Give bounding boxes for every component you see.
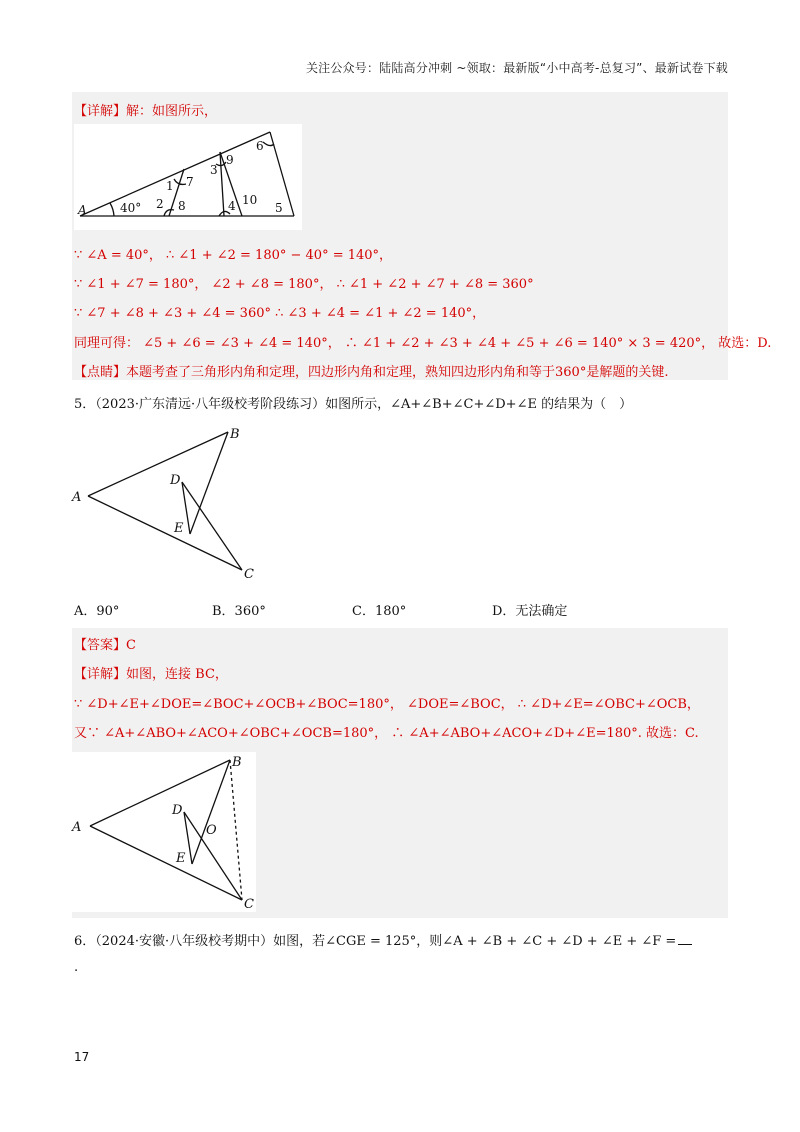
page-number: 17 xyxy=(74,1050,90,1064)
comment-text: 本题考查了三角形内角和定理，四边形内角和定理，熟知四边形内角和等于360°是解题的关键. xyxy=(126,365,669,380)
q4-line-3: ∵ ∠7 + ∠8 + ∠3 + ∠4 = 360° ∴ ∠3 + ∠4 = ∠1 + ∠2 = 140°， xyxy=(74,306,486,321)
q5s-fig-label-A: A xyxy=(72,820,82,835)
comment-tag: 【点睛】 xyxy=(74,365,127,380)
fig-label-1: 1 xyxy=(166,179,174,193)
fig-label-6: 6 xyxy=(256,139,264,153)
q4-detail-line xyxy=(74,100,217,119)
page-header: 关注公众号：陆陆高分冲刺 ~领取：最新版“小中高考-总复习”、最新试卷下载 xyxy=(305,61,728,75)
q5-fig-label-D: D xyxy=(170,473,181,488)
q5-fig-label-B: B xyxy=(230,427,240,442)
q5-line-1: ∵ ∠D+∠E+∠DOE=∠BOC+∠OCB+∠BOC=180°， ∠DOE=∠BOC， ∴ ∠D+∠E=∠OBC+∠OCB， xyxy=(74,697,700,712)
q5s-fig-label-E: E xyxy=(176,851,186,866)
q5s-fig-label-C: C xyxy=(244,897,254,912)
q6-question-line xyxy=(74,930,692,949)
q5-solution-figure xyxy=(70,752,256,912)
fig-label-2: 2 xyxy=(156,197,164,211)
fig-label-8: 8 xyxy=(178,199,186,213)
q4-line-4: 同理可得： ∠5 + ∠6 = ∠3 + ∠4 = 140°， ∴ ∠1 + ∠2 + ∠3 + ∠4 + ∠5 + ∠6 = 140° × 3 = 420°， 故选：D. xyxy=(74,336,772,351)
q4-comment-line xyxy=(74,361,668,380)
choice-b[interactable]: B．360° xyxy=(212,604,266,619)
fig-label-9: 9 xyxy=(226,153,234,167)
fig-label-4: 4 xyxy=(228,199,236,213)
q5s-fig-label-O: O xyxy=(206,823,217,838)
fig-label-10: 10 xyxy=(242,193,258,207)
q4-line-1: ∵ ∠A = 40°， ∴ ∠1 + ∠2 = 180° − 40° = 140°， xyxy=(74,248,393,263)
q5-line-2: 又∵ ∠A+∠ABO+∠ACO+∠OBC+∠OCB=180°， ∴ ∠A+∠ABO+∠ACO+∠D+∠E=180°. 故选：C. xyxy=(74,726,699,741)
q5-fig-label-A: A xyxy=(72,490,82,505)
answer-tag: 【答案】 xyxy=(74,638,127,653)
q5-answer-line xyxy=(74,634,136,653)
q5-question: 5．（2023·广东清远·八年级校考阶段练习）如图所示，∠A+∠B+∠C+∠D+∠E 的结果为（ ） xyxy=(74,397,633,412)
q4-line-2: ∵ ∠1 + ∠7 = 180°， ∠2 + ∠8 = 180°， ∴ ∠1 + ∠2 + ∠7 + ∠8 = 360° xyxy=(74,277,534,292)
q5s-fig-label-B: B xyxy=(232,755,242,770)
q5-figure xyxy=(70,424,270,584)
fig-label-5: 5 xyxy=(275,201,283,215)
fig-label-40deg: 40° xyxy=(120,201,142,215)
choice-d[interactable]: D．无法确定 xyxy=(492,604,568,619)
q4-figure xyxy=(74,124,302,230)
q5-detail-text: 如图，连接 BC， xyxy=(126,667,228,682)
answer-value: C xyxy=(126,638,136,653)
q5s-fig-label-D: D xyxy=(172,803,183,818)
answer-blank[interactable] xyxy=(678,944,692,945)
fig-label-7: 7 xyxy=(186,175,194,189)
q5-detail-tag: 【详解】 xyxy=(74,667,127,682)
detail-tag: 【详解】 xyxy=(74,104,127,119)
choice-c[interactable]: C．180° xyxy=(352,604,407,619)
q6-trailing: . xyxy=(74,960,79,975)
q6-question: 6．（2024·安徽·八年级校考期中）如图，若∠CGE = 125°，则∠A + ∠B + ∠C + ∠D + ∠E + ∠F = xyxy=(74,934,677,949)
fig-label-3: 3 xyxy=(210,163,218,177)
choice-a[interactable]: A．90° xyxy=(74,604,120,619)
q5-detail-line xyxy=(74,663,228,682)
q5-fig-label-C: C xyxy=(244,567,254,582)
fig-label-A: A xyxy=(78,203,87,217)
detail-text: 解：如图所示， xyxy=(126,104,218,119)
q5-fig-label-E: E xyxy=(174,521,184,536)
